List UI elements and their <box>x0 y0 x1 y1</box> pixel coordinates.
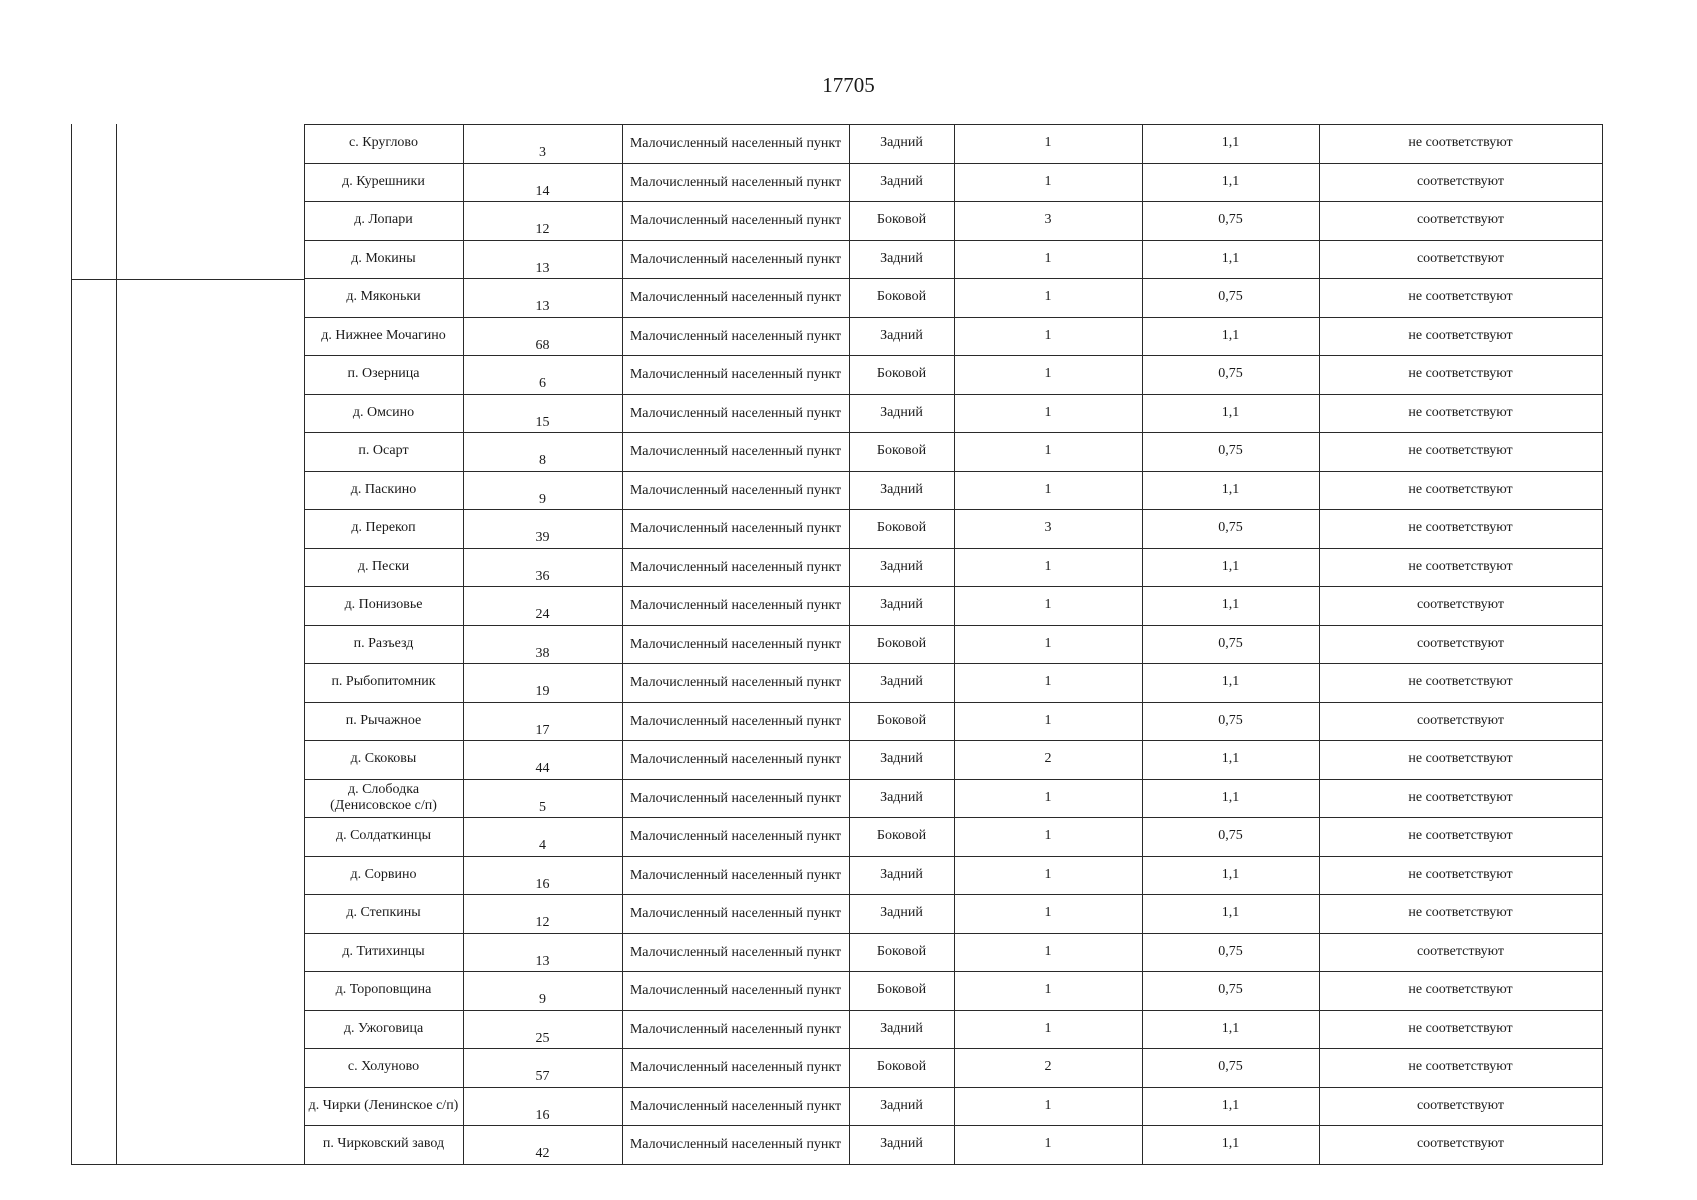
settlement-type: Малочисленный населенный пункт <box>629 212 842 228</box>
page-number: 17705 <box>822 73 875 97</box>
table-row <box>71 432 1602 470</box>
table-row <box>71 586 1602 624</box>
compliance-status: не соответствуют <box>1408 790 1513 805</box>
settlement-name: д. Паскино <box>350 482 417 497</box>
population-cell: 13 <box>535 299 550 314</box>
loading-side: Задний <box>880 328 923 343</box>
settlement-type: Малочисленный населенный пункт <box>629 1136 842 1152</box>
loading-side: Задний <box>880 251 923 266</box>
population-cell: 68 <box>535 338 550 353</box>
table-row <box>71 124 1602 162</box>
container-count: 1 <box>1044 328 1052 343</box>
settlement-name: д. Чирки (Ленинское с/п) <box>308 1098 459 1113</box>
container-count: 1 <box>1044 443 1052 458</box>
population-cell: 14 <box>535 184 550 199</box>
loading-side: Боковой <box>876 828 927 843</box>
container-count: 1 <box>1044 405 1052 420</box>
settlement-name: с. Круглово <box>349 135 418 150</box>
population-cell: 24 <box>535 607 550 622</box>
table-row <box>71 394 1602 432</box>
population-cell: 4 <box>539 838 546 853</box>
table-row <box>71 317 1602 355</box>
container-volume: 0,75 <box>1218 828 1243 843</box>
settlement-type: Малочисленный населенный пункт <box>629 674 842 690</box>
table-border-bottom-left <box>71 1164 304 1165</box>
settlement-name: д. Степкины <box>346 905 421 920</box>
loading-side: Задний <box>880 1098 923 1113</box>
container-volume: 0,75 <box>1218 636 1243 651</box>
container-volume: 1,1 <box>1221 174 1240 189</box>
loading-side: Боковой <box>876 944 927 959</box>
table-row <box>71 201 1602 239</box>
table-row <box>71 933 1602 971</box>
table-row <box>71 856 1602 894</box>
container-volume: 1,1 <box>1221 674 1240 689</box>
settlement-type: Малочисленный населенный пункт <box>629 1021 842 1037</box>
loading-side: Задний <box>880 790 923 805</box>
population-cell: 38 <box>535 646 550 661</box>
settlement-type: Малочисленный населенный пункт <box>629 174 842 190</box>
container-count: 1 <box>1044 366 1052 381</box>
settlement-name: д. Сорвино <box>350 867 417 882</box>
settlement-name: д. Пески <box>357 559 410 574</box>
settlement-name: д. Тороповщина <box>335 982 432 997</box>
container-count: 1 <box>1044 713 1052 728</box>
compliance-status: не соответствуют <box>1408 751 1513 766</box>
container-volume: 1,1 <box>1221 1021 1240 1036</box>
loading-side: Боковой <box>876 636 927 651</box>
population-cell: 13 <box>535 954 550 969</box>
container-count: 1 <box>1044 828 1052 843</box>
settlement-type: Малочисленный населенный пункт <box>629 790 842 806</box>
container-count: 1 <box>1044 1136 1052 1151</box>
settlement-type: Малочисленный населенный пункт <box>629 520 842 536</box>
population-cell: 19 <box>535 684 550 699</box>
loading-side: Задний <box>880 174 923 189</box>
container-volume: 0,75 <box>1218 443 1243 458</box>
compliance-status: соответствуют <box>1416 597 1505 612</box>
container-count: 1 <box>1044 982 1052 997</box>
population-cell: 9 <box>539 492 546 507</box>
table-row <box>71 355 1602 393</box>
container-volume: 1,1 <box>1221 251 1240 266</box>
loading-side: Боковой <box>876 443 927 458</box>
loading-side: Задний <box>880 559 923 574</box>
compliance-status: не соответствуют <box>1408 867 1513 882</box>
container-volume: 0,75 <box>1218 944 1243 959</box>
compliance-status: не соответствуют <box>1408 289 1513 304</box>
table-row <box>71 702 1602 740</box>
table-row <box>71 1087 1602 1125</box>
table-row <box>71 817 1602 855</box>
table-row <box>71 779 1602 817</box>
container-count: 1 <box>1044 867 1052 882</box>
compliance-status: соответствуют <box>1416 713 1505 728</box>
settlement-name: д. Перекоп <box>351 520 416 535</box>
container-count: 1 <box>1044 482 1052 497</box>
compliance-status: соответствуют <box>1416 1098 1505 1113</box>
settlement-name: с. Холуново <box>347 1059 420 1074</box>
compliance-status: не соответствуют <box>1408 482 1513 497</box>
container-volume: 0,75 <box>1218 982 1243 997</box>
container-count: 1 <box>1044 905 1052 920</box>
settlement-name: д. Омсино <box>352 405 415 420</box>
population-cell: 57 <box>535 1069 550 1084</box>
container-volume: 0,75 <box>1218 520 1243 535</box>
population-cell: 5 <box>539 800 546 815</box>
settlement-type: Малочисленный населенный пункт <box>629 135 842 151</box>
population-cell: 12 <box>535 222 550 237</box>
settlement-type: Малочисленный населенный пункт <box>629 751 842 767</box>
compliance-status: соответствуют <box>1416 174 1505 189</box>
loading-side: Задний <box>880 905 923 920</box>
settlement-name: д. Мокины <box>351 251 416 266</box>
settlement-type: Малочисленный населенный пункт <box>629 636 842 652</box>
table-row <box>71 1048 1602 1086</box>
table-row <box>71 163 1602 201</box>
table-row <box>71 509 1602 547</box>
table-row <box>71 240 1602 278</box>
settlement-type: Малочисленный населенный пункт <box>629 559 842 575</box>
population-cell: 16 <box>535 1108 550 1123</box>
settlement-name: п. Разъезд <box>353 636 414 651</box>
container-volume: 1,1 <box>1221 482 1240 497</box>
settlement-name: д. Нижнее Мочагино <box>321 328 446 343</box>
loading-side: Боковой <box>876 713 927 728</box>
table-row <box>71 663 1602 701</box>
container-count: 1 <box>1044 1021 1052 1036</box>
population-cell: 13 <box>535 261 550 276</box>
container-count: 1 <box>1044 944 1052 959</box>
settlement-type: Малочисленный населенный пункт <box>629 1059 842 1075</box>
container-count: 1 <box>1044 597 1052 612</box>
compliance-status: соответствуют <box>1416 212 1505 227</box>
container-count: 1 <box>1044 289 1052 304</box>
container-volume: 1,1 <box>1221 1098 1240 1113</box>
compliance-status: не соответствуют <box>1408 366 1513 381</box>
settlements-table <box>71 124 1603 1165</box>
container-count: 1 <box>1044 1098 1052 1113</box>
container-count: 3 <box>1044 520 1052 535</box>
loading-side: Задний <box>880 751 923 766</box>
population-cell: 44 <box>535 761 550 776</box>
container-volume: 1,1 <box>1221 867 1240 882</box>
settlement-name: д. Мяконьки <box>346 289 421 304</box>
container-volume: 1,1 <box>1221 751 1240 766</box>
loading-side: Задний <box>880 405 923 420</box>
compliance-status: не соответствуют <box>1408 982 1513 997</box>
compliance-status: не соответствуют <box>1408 1059 1513 1074</box>
settlement-type: Малочисленный населенный пункт <box>629 713 842 729</box>
table-row <box>71 894 1602 932</box>
settlement-name: п. Чирковский завод <box>322 1136 445 1151</box>
loading-side: Боковой <box>876 520 927 535</box>
population-cell: 39 <box>535 530 550 545</box>
compliance-status: не соответствуют <box>1408 520 1513 535</box>
container-volume: 1,1 <box>1221 405 1240 420</box>
settlement-name: д. Слободка (Денисовское с/п) <box>330 782 437 813</box>
container-volume: 0,75 <box>1218 713 1243 728</box>
settlement-name: п. Рыбопитомник <box>331 674 436 689</box>
loading-side: Боковой <box>876 366 927 381</box>
settlement-name: д. Солдаткинцы <box>335 828 432 843</box>
settlement-name: п. Рычажное <box>345 713 422 728</box>
population-cell: 3 <box>539 145 546 160</box>
settlement-type: Малочисленный населенный пункт <box>629 867 842 883</box>
loading-side: Задний <box>880 674 923 689</box>
table-row <box>71 1010 1602 1048</box>
loading-side: Задний <box>880 482 923 497</box>
compliance-status: не соответствуют <box>1408 135 1513 150</box>
loading-side: Задний <box>880 1136 923 1151</box>
loading-side: Боковой <box>876 289 927 304</box>
loading-side: Задний <box>880 135 923 150</box>
loading-side: Задний <box>880 597 923 612</box>
container-volume: 1,1 <box>1221 597 1240 612</box>
container-count: 1 <box>1044 674 1052 689</box>
population-cell: 8 <box>539 453 546 468</box>
population-cell: 15 <box>535 415 550 430</box>
container-volume: 0,75 <box>1218 212 1243 227</box>
settlement-type: Малочисленный населенный пункт <box>629 982 842 998</box>
container-count: 3 <box>1044 212 1052 227</box>
settlement-type: Малочисленный населенный пункт <box>629 251 842 267</box>
compliance-status: не соответствуют <box>1408 905 1513 920</box>
population-cell: 12 <box>535 915 550 930</box>
container-volume: 0,75 <box>1218 366 1243 381</box>
loading-side: Боковой <box>876 212 927 227</box>
settlement-type: Малочисленный населенный пункт <box>629 905 842 921</box>
compliance-status: соответствуют <box>1416 251 1505 266</box>
population-cell: 17 <box>535 723 550 738</box>
table-row <box>71 625 1602 663</box>
settlement-type: Малочисленный населенный пункт <box>629 443 842 459</box>
compliance-status: соответствуют <box>1416 1136 1505 1151</box>
container-count: 2 <box>1044 1059 1052 1074</box>
table-row <box>71 971 1602 1009</box>
container-volume: 0,75 <box>1218 1059 1243 1074</box>
container-count: 1 <box>1044 135 1052 150</box>
container-count: 1 <box>1044 790 1052 805</box>
settlement-type: Малочисленный населенный пункт <box>629 828 842 844</box>
settlement-name: п. Озерница <box>347 366 420 381</box>
settlement-name: д. Лопари <box>354 212 413 227</box>
settlement-type: Малочисленный населенный пункт <box>629 405 842 421</box>
container-count: 1 <box>1044 559 1052 574</box>
compliance-status: не соответствуют <box>1408 328 1513 343</box>
table-row <box>71 1125 1602 1163</box>
table-row <box>71 740 1602 778</box>
settlement-type: Малочисленный населенный пункт <box>629 1098 842 1114</box>
loading-side: Задний <box>880 867 923 882</box>
table-row <box>71 278 1602 316</box>
table-border-bottom <box>304 1164 1602 1165</box>
population-cell: 36 <box>535 569 550 584</box>
container-volume: 1,1 <box>1221 1136 1240 1151</box>
settlement-name: д. Курешники <box>342 174 425 189</box>
compliance-status: соответствуют <box>1416 636 1505 651</box>
loading-side: Боковой <box>876 1059 927 1074</box>
settlement-type: Малочисленный населенный пункт <box>629 328 842 344</box>
container-volume: 1,1 <box>1221 790 1240 805</box>
settlement-type: Малочисленный населенный пункт <box>629 944 842 960</box>
population-cell: 9 <box>539 992 546 1007</box>
compliance-status: соответствуют <box>1416 944 1505 959</box>
container-count: 1 <box>1044 174 1052 189</box>
population-cell: 16 <box>535 877 550 892</box>
container-count: 2 <box>1044 751 1052 766</box>
container-volume: 1,1 <box>1221 559 1240 574</box>
compliance-status: не соответствуют <box>1408 1021 1513 1036</box>
settlement-name: п. Осарт <box>358 443 409 458</box>
container-volume: 0,75 <box>1218 289 1243 304</box>
loading-side: Боковой <box>876 982 927 997</box>
settlement-type: Малочисленный населенный пункт <box>629 597 842 613</box>
population-cell: 25 <box>535 1031 550 1046</box>
compliance-status: не соответствуют <box>1408 828 1513 843</box>
settlement-type: Малочисленный населенный пункт <box>629 289 842 305</box>
loading-side: Задний <box>880 1021 923 1036</box>
compliance-status: не соответствуют <box>1408 559 1513 574</box>
compliance-status: не соответствуют <box>1408 405 1513 420</box>
settlement-name: д. Титихинцы <box>342 944 425 959</box>
population-cell: 6 <box>539 376 546 391</box>
container-count: 1 <box>1044 251 1052 266</box>
compliance-status: не соответствуют <box>1408 674 1513 689</box>
container-volume: 1,1 <box>1221 135 1240 150</box>
container-volume: 1,1 <box>1221 905 1240 920</box>
settlement-name: д. Скоковы <box>350 751 417 766</box>
container-volume: 1,1 <box>1221 328 1240 343</box>
settlement-type: Малочисленный населенный пункт <box>629 366 842 382</box>
settlement-name: д. Понизовье <box>344 597 423 612</box>
table-row <box>71 471 1602 509</box>
population-cell: 42 <box>535 1146 550 1161</box>
settlement-type: Малочисленный населенный пункт <box>629 482 842 498</box>
settlement-name: д. Ужоговица <box>343 1021 424 1036</box>
table-row <box>71 548 1602 586</box>
container-count: 1 <box>1044 636 1052 651</box>
table-border-right <box>1602 124 1603 1165</box>
compliance-status: не соответствуют <box>1408 443 1513 458</box>
